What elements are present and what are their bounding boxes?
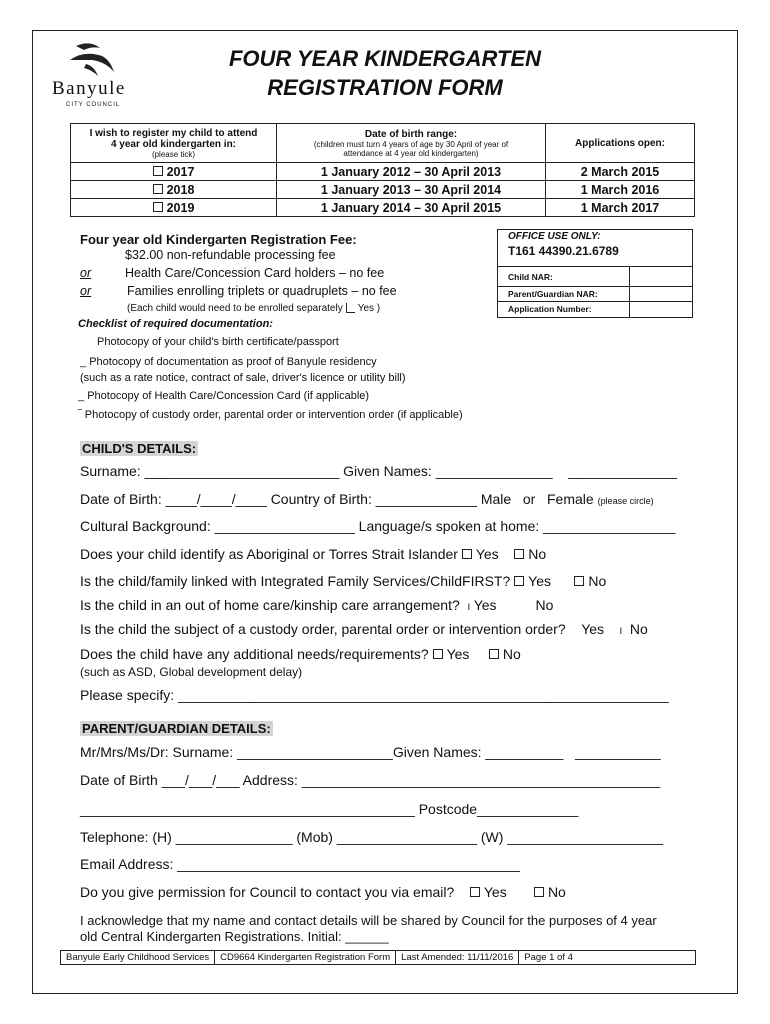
table-header-opens: Applications open: <box>546 124 695 163</box>
checkbox-icon[interactable] <box>574 576 584 586</box>
office-code: T161 44390.21.6789 <box>508 244 619 258</box>
fee-note: (Each child would need to be enrolled separately Yes ) <box>127 303 381 314</box>
fee-concession: Health Care/Concession Card holders – no fee <box>125 266 385 280</box>
table-row <box>71 181 695 199</box>
checkbox-icon[interactable] <box>470 887 480 897</box>
open-date: 2 March 2015 <box>546 163 695 181</box>
table-row <box>71 163 695 181</box>
form-title-line1: FOUR YEAR KINDERGARTEN <box>228 46 542 71</box>
parent-details-heading: PARENT/GUARDIAN DETAILS: <box>82 721 271 736</box>
fee-triplets: Families enrolling triplets or quadruplets – no fee <box>127 284 397 298</box>
form-title-line2: REGISTRATION FORM <box>267 75 503 100</box>
open-date: 1 March 2016 <box>546 181 695 199</box>
table-row <box>71 199 695 217</box>
parent-name-field[interactable]: Mr/Mrs/Ms/Dr: Surname: ____________________Given Names: __________ ___________ <box>80 744 661 760</box>
year-option-2018[interactable]: 2018 <box>71 181 277 199</box>
checkbox-icon[interactable] <box>153 184 163 194</box>
question-home-care: Is the child in an out of home care/kinship care arrangement? I Yes No <box>80 597 554 613</box>
child-dob-field[interactable]: Date of Birth: ____/____/____ Country of Birth: _____________ Male or Female (please circle) <box>80 491 654 507</box>
dob-range: 1 January 2012 – 30 April 2013 <box>277 163 546 181</box>
needs-note: (such as ASD, Global development delay) <box>80 665 303 679</box>
parent-dob-address-field[interactable]: Date of Birth ___/___/___ Address: ______________________________________________ <box>80 772 660 788</box>
checklist-item: _ Photocopy of Health Care/Concession Card (if applicable) <box>78 390 370 402</box>
logo-subtitle: CITY COUNCIL <box>66 102 121 108</box>
checkbox-icon[interactable] <box>514 549 524 559</box>
dob-range: 1 January 2014 – 30 April 2015 <box>277 199 546 217</box>
table-header-dob: Date of birth range: (children must turn 4 years of age by 30 April of year of attendance at 4 year old kindergarten) <box>277 124 546 163</box>
banyule-logo-icon <box>62 40 122 80</box>
checklist-item-note: (such as a rate notice, contract of sale, driver's licence or utility bill) <box>80 372 406 384</box>
telephone-field[interactable]: Telephone: (H) _______________ (Mob) __________________ (W) ____________________ <box>80 829 664 845</box>
checkbox-icon[interactable] <box>153 166 163 176</box>
email-field[interactable]: Email Address: ____________________________________________ <box>80 856 520 872</box>
page-footer <box>60 950 696 965</box>
parent-nar-field: Parent/Guardian NAR: <box>498 286 692 301</box>
footer-page: Page 1 of 4 <box>524 952 573 963</box>
footer-amended: Last Amended: 11/11/2016 <box>396 951 519 964</box>
year-option-2019[interactable]: 2019 <box>71 199 277 217</box>
dob-range: 1 January 2013 – 30 April 2014 <box>277 181 546 199</box>
email-permission-question: Do you give permission for Council to contact you via email? Yes No <box>80 884 566 900</box>
child-nar-field: Child NAR: <box>498 266 692 286</box>
year-option-2017[interactable]: 2017 <box>71 163 277 181</box>
childs-details-heading: CHILD'S DETAILS: <box>82 441 197 456</box>
checkbox-icon[interactable] <box>433 649 443 659</box>
acknowledgement-line1: I acknowledge that my name and contact details will be shared by Council for the purposes of 4 year <box>80 913 657 928</box>
question-custody: Is the child the subject of a custody order, parental order or intervention order? Yes I No <box>80 621 648 637</box>
checkbox-icon[interactable] <box>462 549 472 559</box>
footer-doc: CD9664 Kindergarten Registration Form <box>215 951 396 964</box>
checkbox-icon[interactable] <box>489 649 499 659</box>
child-name-field[interactable]: Surname: _________________________ Given Names: _______________ ______________ <box>80 463 678 479</box>
registration-year-table <box>70 123 695 217</box>
checkbox-icon[interactable] <box>346 303 355 313</box>
please-specify-field[interactable]: Please specify: _______________________________________________________________ <box>80 687 669 703</box>
logo-name: Banyule <box>52 78 126 99</box>
footer-org: Banyule Early Childhood Services <box>61 951 215 964</box>
fee-heading: Four year old Kindergarten Registration Fee: <box>80 232 357 247</box>
question-aboriginal: Does your child identify as Aboriginal or Torres Strait Islander Yes No <box>80 546 547 562</box>
checklist-item: _ Photocopy of documentation as proof of Banyule residency <box>80 356 377 368</box>
application-number-field: Application Number: <box>498 301 692 317</box>
acknowledgement-line2[interactable]: old Central Kindergarten Registrations. Initial: ______ <box>80 929 389 944</box>
checklist-item: Photocopy of your child's birth certificate/passport <box>97 336 339 348</box>
office-use-box <box>497 229 693 318</box>
fee-amount: $32.00 non-refundable processing fee <box>125 248 336 262</box>
cultural-background-field[interactable]: Cultural Background: __________________ Language/s spoken at home: _________________ <box>80 518 676 534</box>
fee-or: or <box>80 266 92 280</box>
checkbox-icon[interactable] <box>514 576 524 586</box>
checklist-heading: Checklist of required documentation: <box>78 318 273 330</box>
postcode-field[interactable]: ___________________________________________ Postcode_____________ <box>80 801 579 817</box>
question-additional-needs: Does the child have any additional needs/requirements? Yes No <box>80 646 521 662</box>
question-childfirst: Is the child/family linked with Integrated Family Services/ChildFIRST? Yes No <box>80 573 607 589</box>
table-header-year: I wish to register my child to attend 4 year old kindergarten in: (please tick) <box>71 124 277 163</box>
checkbox-icon[interactable] <box>534 887 544 897</box>
checklist-item: ‾ Photocopy of custody order, parental order or intervention order (if applicable) <box>78 409 463 421</box>
office-use-label: OFFICE USE ONLY: <box>508 231 601 242</box>
fee-or: or <box>80 284 92 298</box>
open-date: 1 March 2017 <box>546 199 695 217</box>
checkbox-icon[interactable] <box>153 202 163 212</box>
